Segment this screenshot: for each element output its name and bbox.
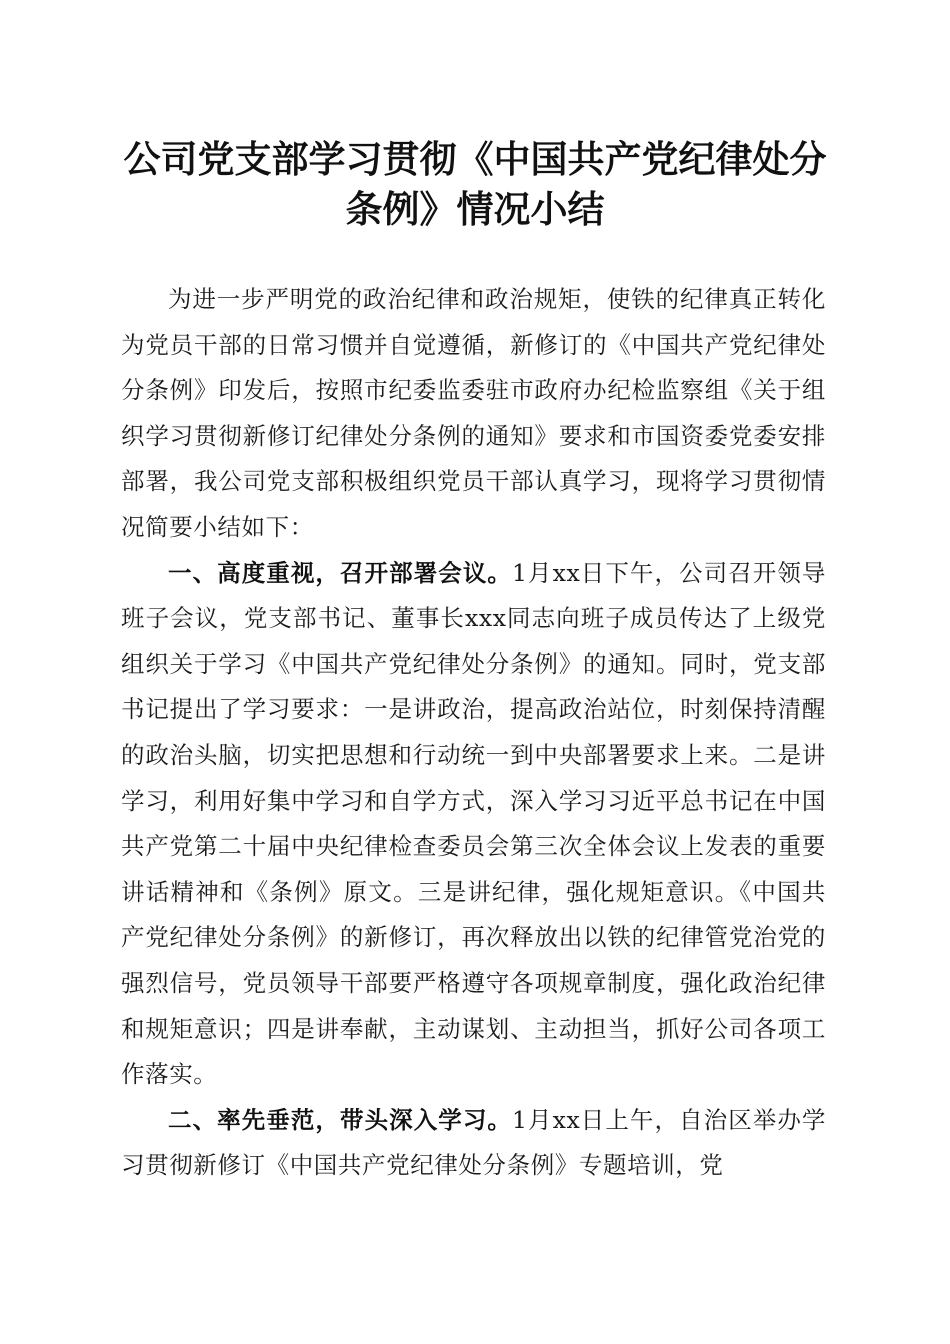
section-paragraph-2 [121,1098,826,1189]
section-heading-1: 一、高度重视，召开部署会议。 [168,558,512,587]
intro-paragraph: 为进一步严明党的政治纪律和政治规矩，使铁的纪律真正转化为党员干部的日常习惯并自觉遵循，新修订的《中国共产党纪律处分条例》印发后，按照市纪委监委驻市政府办纪检监察组《关于组织学习贯彻新修订纪律处分条例的通知》要求和市国资委党委安排部署，我公司党支部积极组织党员干部认真学习，现将学习贯彻情况简要小结如下： [121,285,826,541]
section-text-1: 1月xx日下午，公司召开领导班子会议，党支部书记、董事长xxx同志向班子成员传达了上级党组织关于学习《中国共产党纪律处分条例》的通知。同时，党支部书记提出了学习要求：一是讲政治，提高政治站位，时刻保持清醒的政治头脑，切实把思想和行动统一到中央部署要求上来。二是讲学习，利用好集中学习和自学方式，深入学习习近平总书记在中国共产党第二十届中央纪律检查委员会第三次全体会议上发表的重要讲话精神和《条例》原文。三是讲纪律，强化规矩意识。《中国共产党纪律处分条例》的新修订，再次释放出以铁的纪律管党治党的强烈信号，党员领导干部要严格遵守各项规章制度，强化政治纪律和规矩意识；四是讲奉献，主动谋划、主动担当，抓好公司各项工作落实。 [121,558,827,1089]
section-text-2: 1月xx日上午，自治区举办学习贯彻新修订《中国共产党纪律处分条例》专题培训，党 [121,1105,827,1180]
document-body [121,277,826,1189]
section-heading-2: 二、率先垂范，带头深入学习。 [168,1105,512,1134]
document-title: 公司党支部学习贯彻《中国共产党纪律处分条例》情况小结 [123,137,827,231]
section-paragraph-1 [121,551,826,1098]
